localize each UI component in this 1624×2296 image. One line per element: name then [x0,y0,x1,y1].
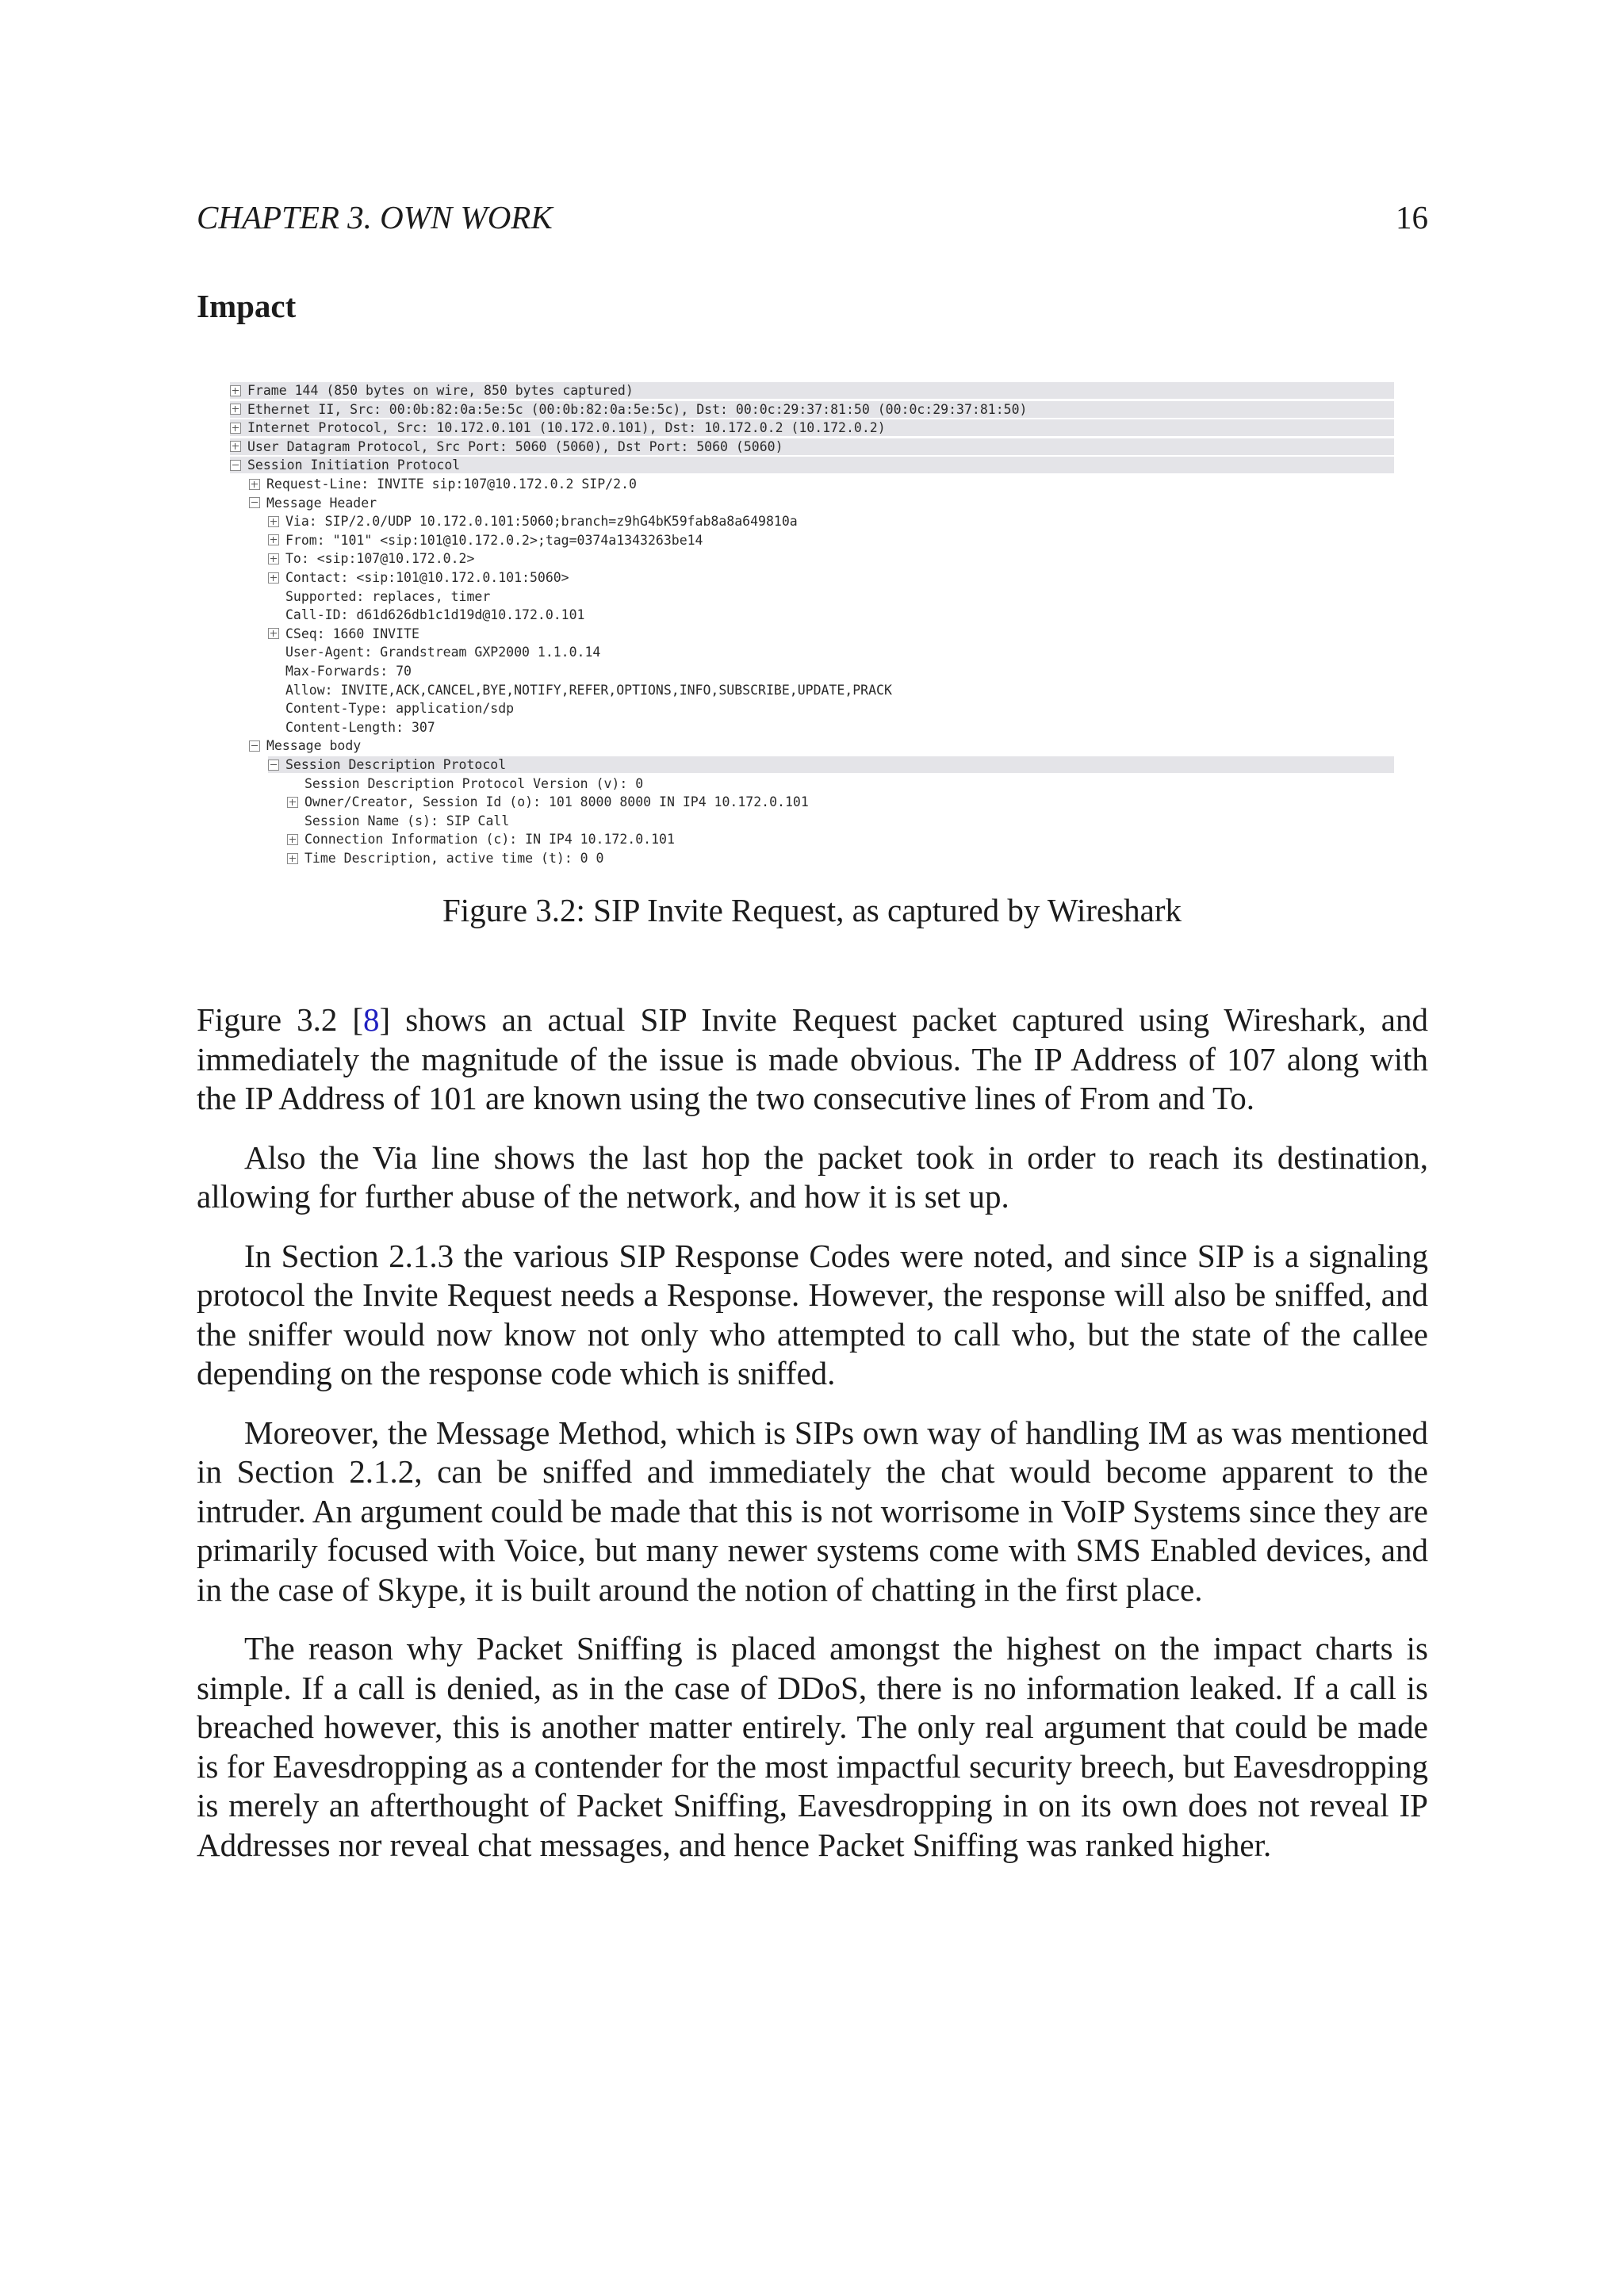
packet-field-text: User-Agent: Grandstream GXP2000 1.1.0.14 [285,645,601,660]
packet-tree-row[interactable] [249,495,377,511]
packet-tree-row[interactable] [230,382,1394,399]
packet-field-text: Session Name (s): SIP Call [304,813,510,828]
paragraph-text: Figure 3.2 [ [197,1001,364,1038]
packet-field-text: Ethernet II, Src: 00:0b:82:0a:5e:5c (00:0b:82:0a:5e:5c), Dst: 00:0c:29:37:81:50 (00:0c:29:37:81:50) [247,401,1028,417]
collapse-icon[interactable] [249,740,260,752]
expand-icon[interactable] [287,853,298,864]
packet-field-text: Owner/Creator, Session Id (o): 101 8000 8000 IN IP4 10.172.0.101 [304,794,809,810]
expand-icon[interactable] [268,628,279,639]
packet-field-text: Contact: <sip:101@10.172.0.101:5060> [285,570,569,585]
packet-field-text: Internet Protocol, Src: 10.172.0.101 (10.172.0.101), Dst: 10.172.0.2 (10.172.0.2) [247,420,886,436]
page-number: 16 [1396,199,1428,235]
figure-caption: Figure 3.2: SIP Invite Request, as captured by Wireshark [442,892,1182,928]
packet-tree-row[interactable] [268,532,703,549]
packet-field-text: Via: SIP/2.0/UDP 10.172.0.101:5060;branch=z9hG4bK59fab8a8a649810a [285,514,798,530]
paragraph: Also the Via line shows the last hop the packet took in order to reach its destination, allowing for further abuse of the network, and how it is set up. [197,1138,1428,1215]
running-head [197,197,1428,238]
collapse-icon[interactable] [249,497,260,508]
expand-icon[interactable] [268,534,279,545]
citation-link[interactable]: 8 [363,1001,380,1038]
wireshark-packet-tree [230,382,1394,866]
packet-tree-row[interactable] [268,700,514,717]
packet-tree-row[interactable] [268,756,1394,773]
paragraph: Moreover, the Message Method, which is SIPs own way of handling IM as was mentioned in Section 2.1.2, can be sniffed and immediately the chat would become apparent to the intruder. An argument could be made that this is not worrisome in VoIP Systems since they are primarily focused with Voice, but many newer systems come with SMS Enabled devices, and in the case of Skype, it is built around the notion of chatting in the first place. [197,1414,1428,1608]
packet-field-text: Content-Type: application/sdp [285,701,515,717]
packet-field-text: Request-Line: INVITE sip:107@10.172.0.2 SIP/2.0 [266,476,637,492]
expand-icon[interactable] [287,834,298,845]
packet-tree-row[interactable] [268,663,412,679]
packet-field-text: Connection Information (c): IN IP4 10.172.0.101 [304,832,675,848]
collapse-icon[interactable] [230,460,241,471]
packet-tree-row[interactable] [230,401,1394,418]
packet-field-text: Frame 144 (850 bytes on wire, 850 bytes captured) [247,383,634,398]
packet-tree-row[interactable] [230,438,1394,455]
packet-tree-row[interactable] [287,813,509,829]
packet-tree-row[interactable] [268,626,419,642]
expand-icon[interactable] [230,404,241,415]
paragraph: In Section 2.1.3 the various SIP Response Codes were noted, and since SIP is a signaling protocol the Invite Request needs a Response. However, the response will also be sniffed, and the sniffer would now know not only who attempted to call who, but the state of the callee depending on the response code which is sniffed. [197,1237,1428,1391]
packet-tree-row[interactable] [268,719,435,736]
packet-field-text: From: "101" <sip:101@10.172.0.2>;tag=0374a1343263be14 [285,532,703,548]
packet-tree-row[interactable] [268,569,569,586]
expand-icon[interactable] [249,479,260,490]
packet-tree-row[interactable] [249,737,361,754]
chapter-title: CHAPTER 3. OWN WORK [197,199,553,235]
expand-icon[interactable] [230,423,241,434]
paragraph: The reason why Packet Sniffing is placed amongst the highest on the impact charts is simple. If a call is denied, as in the case of DDoS, there is no information leaked. If a call is breached however, this is another matter entirely. The only real argument that could be made is for Eavesdropping as a contender for the most impactful security breech, but Eavesdropping is merely an afterthought of Packet Sniffing, Eavesdropping in on its own does not reveal IP Addresses nor reveal chat messages, and hence Packet Sniffing was ranked higher. [197,1630,1428,1863]
packet-field-text: Allow: INVITE,ACK,CANCEL,BYE,NOTIFY,REFER,OPTIONS,INFO,SUBSCRIBE,UPDATE,PRACK [285,682,892,698]
expand-icon[interactable] [268,572,279,584]
collapse-icon[interactable] [268,760,279,771]
packet-field-text: CSeq: 1660 INVITE [285,626,419,641]
packet-field-text: Content-Length: 307 [285,719,435,735]
packet-field-text: Message Header [266,495,377,511]
packet-tree-row[interactable] [268,588,490,605]
packet-tree-row[interactable] [287,775,643,792]
packet-tree-row[interactable] [268,607,585,623]
paragraph [197,1001,1428,1119]
packet-field-text: Session Initiation Protocol [247,457,461,473]
packet-tree-row[interactable] [230,419,1394,436]
packet-field-text: Call-ID: d61d626db1c1d19d@10.172.0.101 [285,607,585,623]
packet-field-text: Time Description, active time (t): 0 0 [304,851,604,866]
packet-tree-row[interactable] [230,457,1394,473]
packet-field-text: Message body [266,738,362,754]
section-heading: Impact [197,288,297,324]
packet-field-text: Max-Forwards: 70 [285,664,412,679]
packet-tree-row[interactable] [287,794,809,810]
expand-icon[interactable] [268,516,279,527]
packet-field-text: Supported: replaces, timer [285,588,491,604]
paragraph-text: ] shows an actual SIP Invite Request packet captured using Wireshark, and immediately the magnitude of the issue is made obvious. The IP Address of 107 along with the IP Address of 101 are known using the two consecutive lines of From and To. [197,1001,1428,1116]
packet-tree-row[interactable] [268,644,600,660]
expand-icon[interactable] [230,385,241,396]
packet-tree-row[interactable] [268,682,892,698]
packet-tree-row[interactable] [249,476,637,492]
packet-tree-row[interactable] [268,550,474,567]
expand-icon[interactable] [287,797,298,808]
packet-field-text: To: <sip:107@10.172.0.2> [285,551,475,567]
expand-icon[interactable] [268,553,279,564]
body-text [197,1001,1428,1885]
packet-field-text: Session Description Protocol Version (v): 0 [304,775,644,791]
packet-tree-row[interactable] [287,831,675,848]
packet-field-text: User Datagram Protocol, Src Port: 5060 (5060), Dst Port: 5060 (5060) [247,438,783,454]
packet-tree-row[interactable] [287,850,604,867]
expand-icon[interactable] [230,441,241,452]
packet-tree-row[interactable] [268,513,798,530]
packet-field-text: Session Description Protocol [285,757,507,772]
